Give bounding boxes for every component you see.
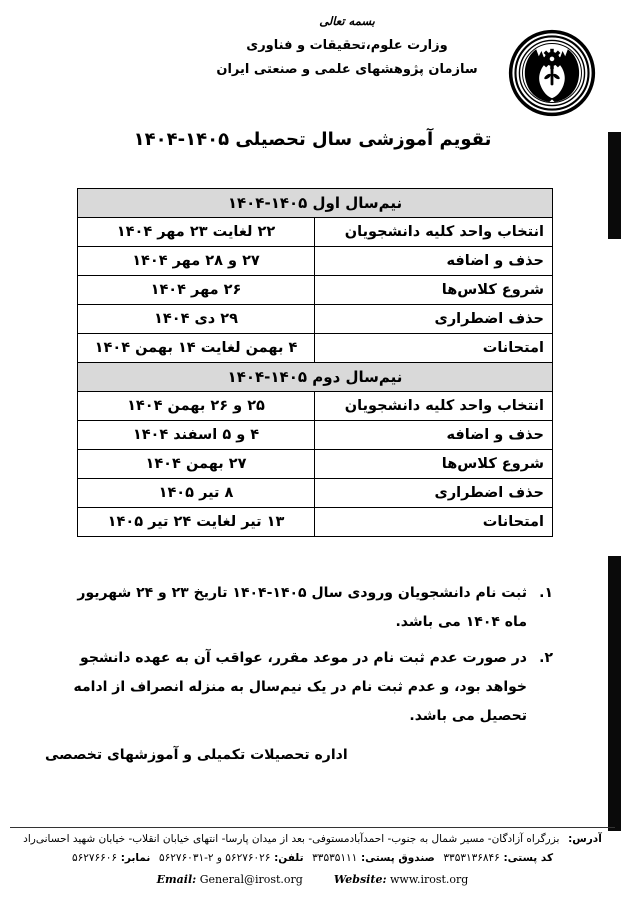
event-date-cell: ۲۹ دی ۱۴۰۴ bbox=[77, 305, 314, 334]
irost-logo-svg bbox=[506, 29, 598, 117]
event-date-cell: ۴ بهمن لغایت ۱۴ بهمن ۱۴۰۴ bbox=[77, 334, 314, 363]
event-label-cell: حذف اضطراری bbox=[315, 305, 553, 334]
event-date-cell: ۲۶ مهر ۱۴۰۴ bbox=[77, 276, 314, 305]
table-row bbox=[77, 508, 552, 537]
po-box-label: صندوق پستی: bbox=[360, 852, 435, 864]
note-item bbox=[53, 644, 553, 731]
address-label: آدرس: bbox=[568, 833, 602, 845]
fax-label: نمابر: bbox=[120, 852, 151, 864]
footer-address-line bbox=[8, 833, 617, 845]
email-value: General@irost.org bbox=[199, 873, 303, 886]
table-row bbox=[77, 276, 552, 305]
event-label-cell: امتحانات bbox=[315, 334, 553, 363]
event-label-cell: حذف اضطراری bbox=[315, 479, 553, 508]
notes-section bbox=[53, 579, 553, 738]
semester-2-header-row bbox=[77, 363, 552, 392]
event-date-cell: ۱۳ تیر لغایت ۲۴ تیر ۱۴۰۵ bbox=[77, 508, 314, 537]
phone-value: ۵۶۲۷۶۰۲۶ و ۲-۵۶۲۷۶۰۳۱ bbox=[158, 852, 271, 864]
event-label-cell: انتخاب واحد کلیه دانشجویان bbox=[315, 392, 553, 421]
event-label-cell: انتخاب واحد کلیه دانشجویان bbox=[315, 218, 553, 247]
event-date-cell: ۴ و ۵ اسفند ۱۴۰۴ bbox=[77, 421, 314, 450]
semester-2-header: نیم‌سال دوم ۱۴۰۵-۱۴۰۴ bbox=[77, 363, 552, 392]
table-row bbox=[77, 392, 552, 421]
footer-web-line bbox=[0, 873, 625, 886]
event-date-cell: ۸ تیر ۱۴۰۵ bbox=[77, 479, 314, 508]
postal-code-value: ۳۳۵۳۱۳۶۸۴۶ bbox=[443, 852, 500, 864]
table-row bbox=[77, 305, 552, 334]
table-row bbox=[77, 334, 552, 363]
note-number: ۲. bbox=[539, 650, 553, 666]
event-date-cell: ۲۷ بهمن ۱۴۰۴ bbox=[77, 450, 314, 479]
note-item bbox=[53, 579, 553, 637]
po-box-value: ۳۳۵۳۵۱۱۱ bbox=[312, 852, 358, 864]
scan-artifact-bar-bottom bbox=[608, 556, 621, 831]
address-text: بزرگراه آزادگان- مسیر شمال به جنوب- احمدآبادمستوفی- بعد از میدان پارسا- انتهای خیابان انقلاب- خیابان شهید احسانی‌راد bbox=[23, 833, 560, 845]
event-label-cell: شروع کلاس‌ها bbox=[315, 276, 553, 305]
page-title: تقویم آموزشی سال تحصیلی ۱۴۰۵-۱۴۰۴ bbox=[133, 129, 492, 150]
event-label-cell: حذف و اضافه bbox=[315, 421, 553, 450]
semester-1-header-row bbox=[77, 189, 552, 218]
table-row bbox=[77, 450, 552, 479]
website-label: Website: bbox=[333, 873, 387, 886]
signature-line: اداره تحصیلات تکمیلی و آموزشهای تخصصی bbox=[45, 747, 348, 763]
footer-contact-line bbox=[8, 852, 617, 864]
note-text: در صورت عدم ثبت نام در موعد مقرر، عواقب آن به عهده دانشجو خواهد بود، و عدم ثبت نام در یک نیم‌سال به منزله انصراف از ادامه تحصیل می باشد. bbox=[73, 650, 527, 724]
irost-logo-icon bbox=[506, 29, 598, 117]
fax-value: ۵۶۲۷۶۶۰۶ bbox=[71, 852, 118, 864]
semester-1-header: نیم‌سال اول ۱۴۰۵-۱۴۰۴ bbox=[77, 189, 552, 218]
note-text: ثبت نام دانشجویان ورودی سال ۱۴۰۵-۱۴۰۴ تاریخ ۲۳ و ۲۴ شهریور ماه ۱۴۰۴ می باشد. bbox=[77, 585, 527, 630]
footer-divider bbox=[10, 827, 615, 828]
ministry-name: وزارت علوم،تحقیقات و فناوری bbox=[246, 38, 448, 53]
event-date-cell: ۲۷ و ۲۸ مهر ۱۴۰۴ bbox=[77, 247, 314, 276]
note-number: ۱. bbox=[539, 585, 553, 601]
event-label-cell: امتحانات bbox=[315, 508, 553, 537]
email-label: Email: bbox=[156, 873, 197, 886]
event-date-cell: ۲۵ و ۲۶ بهمن ۱۴۰۴ bbox=[77, 392, 314, 421]
table-row bbox=[77, 479, 552, 508]
event-label-cell: حذف و اضافه bbox=[315, 247, 553, 276]
organization-name: سازمان پژوهشهای علمی و صنعتی ایران bbox=[216, 62, 478, 77]
postal-code-label: کد پستی: bbox=[503, 852, 554, 864]
table-row bbox=[77, 218, 552, 247]
phone-label: تلفن: bbox=[274, 852, 304, 864]
table-row bbox=[77, 421, 552, 450]
event-label-cell: شروع کلاس‌ها bbox=[315, 450, 553, 479]
table-row bbox=[77, 247, 552, 276]
website-value: www.irost.org bbox=[390, 873, 469, 886]
academic-calendar-table bbox=[77, 188, 553, 537]
bismillah-text: بسمه تعالی bbox=[319, 14, 375, 28]
event-date-cell: ۲۲ لغایت ۲۳ مهر ۱۴۰۴ bbox=[77, 218, 314, 247]
